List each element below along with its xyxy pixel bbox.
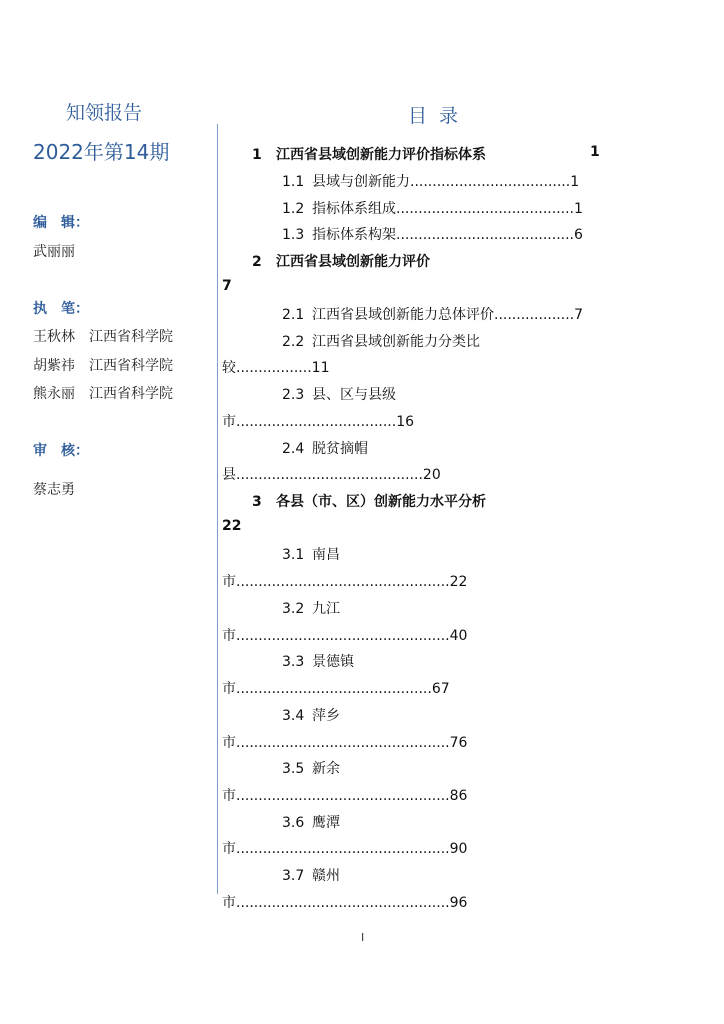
editor-name: 武丽丽 xyxy=(33,244,75,260)
toc-dots: ................................................ xyxy=(236,628,450,644)
toc-entry-1[interactable] xyxy=(252,144,486,164)
toc-page: 86 xyxy=(449,788,468,804)
toc-entry-3-4[interactable] xyxy=(282,705,340,725)
toc-num: 1.2 xyxy=(282,201,305,217)
writer-name: 王秋林 xyxy=(33,329,75,345)
toc-num: 1.1 xyxy=(282,174,305,190)
toc-dots: .................. xyxy=(494,307,575,323)
toc-dots: ................................................ xyxy=(236,735,450,751)
toc-text: 江西省县域创新能力总体评价 xyxy=(312,307,494,323)
toc-entry-3-5[interactable] xyxy=(282,758,340,778)
toc-dots: ........................................ xyxy=(396,227,575,243)
toc-dots: ................. xyxy=(236,360,312,376)
toc-page: 7 xyxy=(574,307,584,323)
toc-page: 7 xyxy=(222,278,232,294)
toc-entry-3-5-cont xyxy=(222,785,467,805)
toc-page: 90 xyxy=(449,841,468,857)
toc-text-cont: 较 xyxy=(222,360,236,376)
toc-text: 县、区与县级 xyxy=(312,387,396,403)
toc-page: 1 xyxy=(590,144,600,160)
toc-num: 3 xyxy=(252,494,262,510)
reviewer-label: 审 核： xyxy=(33,443,89,459)
writer-1 xyxy=(33,326,173,346)
sidebar xyxy=(0,0,216,1024)
toc-entry-2-3-cont xyxy=(222,411,414,431)
issue-number: 2022年第14期 xyxy=(33,140,170,164)
toc-text-cont: 市 xyxy=(222,895,236,911)
writer-2 xyxy=(33,355,173,375)
toc-entry-3-6-cont xyxy=(222,838,467,858)
toc-num: 2.2 xyxy=(282,334,305,350)
toc-text-cont: 市 xyxy=(222,788,236,804)
toc-entry-3-2-cont xyxy=(222,625,467,645)
toc-text: 萍乡 xyxy=(312,708,340,724)
toc-num: 3.4 xyxy=(282,708,305,724)
toc-entry-1-3[interactable] xyxy=(282,224,583,244)
toc-entry-3-3-cont xyxy=(222,678,450,698)
toc-entry-2-3[interactable] xyxy=(282,384,396,404)
toc-text: 赣州 xyxy=(312,868,340,884)
toc-entry-2-2-cont xyxy=(222,357,329,377)
toc-entry-3-1-cont xyxy=(222,571,467,591)
writer-name: 熊永丽 xyxy=(33,386,75,402)
toc-entry-1-2[interactable] xyxy=(282,198,583,218)
toc-page: 16 xyxy=(396,414,415,430)
toc-text: 江西省县域创新能力评价 xyxy=(276,254,430,270)
toc-num: 3.3 xyxy=(282,654,305,670)
toc-text-cont: 县 xyxy=(222,467,236,483)
toc-page: 22 xyxy=(222,518,242,534)
toc-text: 指标体系组成 xyxy=(312,201,396,217)
toc-num: 1 xyxy=(252,147,262,163)
toc-text: 脱贫摘帽 xyxy=(312,441,368,457)
toc-text: 新余 xyxy=(312,761,340,777)
toc-text-cont: 市 xyxy=(222,628,236,644)
toc-text: 县域与创新能力 xyxy=(312,174,410,190)
toc-page: 40 xyxy=(449,628,468,644)
toc-entry-2-4-cont xyxy=(222,464,441,484)
toc-page: 6 xyxy=(574,227,583,243)
toc-num: 3.5 xyxy=(282,761,305,777)
toc-page: 20 xyxy=(422,467,441,483)
toc-dots: .................................... xyxy=(236,414,397,430)
toc-entry-3-1[interactable] xyxy=(282,544,340,564)
toc-page: 1 xyxy=(570,174,580,190)
toc-entry-3-6[interactable] xyxy=(282,812,340,832)
toc-entry-3[interactable] xyxy=(252,491,486,511)
writer-org: 江西省科学院 xyxy=(89,329,173,345)
toc-entry-1-1[interactable] xyxy=(282,171,579,191)
toc-text: 景德镇 xyxy=(312,654,354,670)
toc-num: 2.3 xyxy=(282,387,305,403)
toc-page: 22 xyxy=(449,574,468,590)
column-divider xyxy=(217,124,218,894)
toc-dots: ........................................ xyxy=(396,201,575,217)
toc-num: 3.7 xyxy=(282,868,305,884)
writer-name: 胡紫祎 xyxy=(33,358,75,374)
toc-text-cont: 市 xyxy=(222,574,236,590)
toc-page: 67 xyxy=(431,681,450,697)
toc-entry-2[interactable] xyxy=(252,251,430,271)
toc-entry-3-4-cont xyxy=(222,732,467,752)
toc-text-cont: 市 xyxy=(222,841,236,857)
reviewer-name: 蔡志勇 xyxy=(33,482,75,498)
toc-dots: ............................................ xyxy=(236,681,432,697)
toc-entry-3-2[interactable] xyxy=(282,598,340,618)
toc-dots: ................................................ xyxy=(236,788,450,804)
toc-num: 3.2 xyxy=(282,601,305,617)
toc-num: 2.1 xyxy=(282,307,305,323)
toc-entry-3-7-cont xyxy=(222,892,467,912)
writer-org: 江西省科学院 xyxy=(89,358,173,374)
toc-num: 2 xyxy=(252,254,262,270)
toc-entry-2-4[interactable] xyxy=(282,438,368,458)
writer-3 xyxy=(33,383,173,403)
toc-entry-2-1[interactable] xyxy=(282,304,583,324)
report-name: 知领报告 xyxy=(66,102,143,124)
toc-text: 鹰潭 xyxy=(312,815,340,831)
toc-text: 各县（市、区）创新能力水平分析 xyxy=(276,494,486,510)
toc-page: 1 xyxy=(574,201,583,217)
toc-text-cont: 市 xyxy=(222,735,236,751)
toc-dots: ................................................ xyxy=(236,841,450,857)
toc-text: 南昌 xyxy=(312,547,340,563)
toc-text: 江西省县域创新能力评价指标体系 xyxy=(276,147,486,163)
toc-dots: .......................................... xyxy=(236,467,423,483)
toc-num: 1.3 xyxy=(282,227,305,243)
editor-label: 编 辑： xyxy=(33,215,89,231)
toc-page: 11 xyxy=(311,360,330,376)
toc-num: 2.4 xyxy=(282,441,305,457)
toc-page: 96 xyxy=(449,895,468,911)
toc-dots: ................................................ xyxy=(236,895,450,911)
toc-entry-3-7[interactable] xyxy=(282,865,340,885)
toc-num: 3.1 xyxy=(282,547,305,563)
page-number: I xyxy=(361,931,365,944)
toc-text-cont: 市 xyxy=(222,414,236,430)
writer-org: 江西省科学院 xyxy=(89,386,173,402)
toc-text: 江西省县域创新能力分类比 xyxy=(312,334,480,350)
writer-label: 执 笔： xyxy=(33,301,89,317)
toc-title: 目录 xyxy=(408,105,471,127)
toc-dots: ................................................ xyxy=(236,574,450,590)
toc-text-cont: 市 xyxy=(222,681,236,697)
toc-text: 指标体系构架 xyxy=(312,227,396,243)
toc-num: 3.6 xyxy=(282,815,305,831)
toc-dots: .................................... xyxy=(410,174,571,190)
toc-entry-3-3[interactable] xyxy=(282,651,354,671)
toc-page: 76 xyxy=(449,735,468,751)
toc-text: 九江 xyxy=(312,601,340,617)
toc-entry-2-2[interactable] xyxy=(282,331,480,351)
